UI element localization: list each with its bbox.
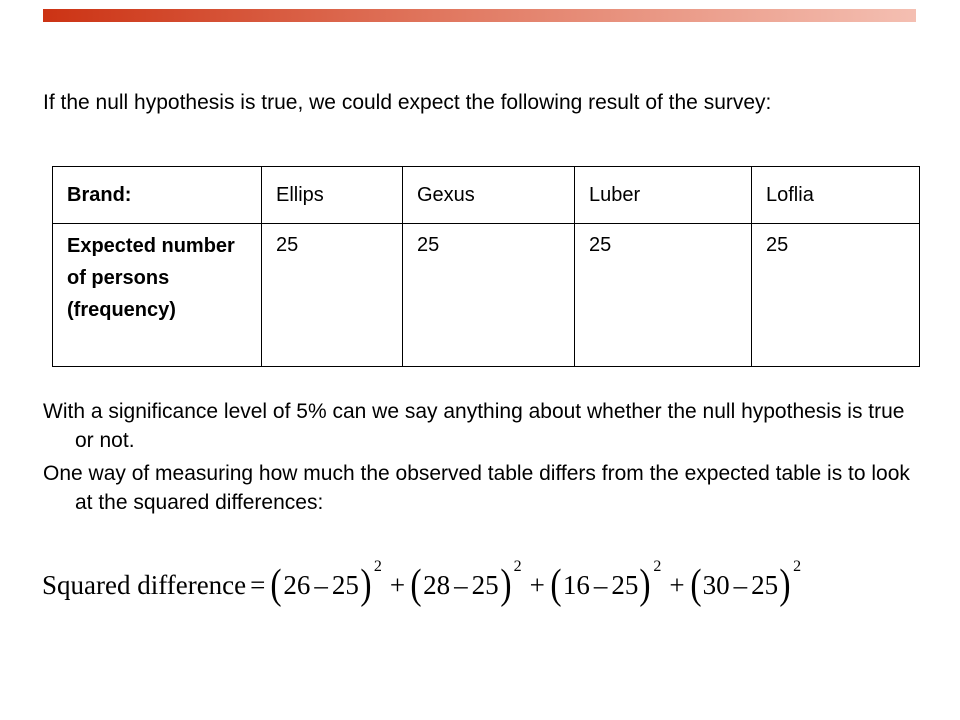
formula-exponent-1: 2 [373, 558, 382, 575]
value-cell-ellips: 25 [262, 224, 403, 367]
row-label-expected: Expected number of persons (frequency) [53, 224, 262, 367]
formula-minus-3: – [593, 569, 608, 600]
formula-term-3-expected: 25 [611, 569, 639, 600]
formula-term-1-observed: 26 [283, 569, 311, 600]
formula-close-paren-2: ) [500, 562, 512, 608]
table-row [53, 224, 920, 367]
formula-term-4-observed: 30 [702, 569, 730, 600]
formula-plus-3: + [669, 569, 685, 600]
formula-open-paren-2: ( [410, 562, 422, 608]
header-cell-brand: Brand: [53, 167, 262, 224]
formula-exponent-3: 2 [653, 558, 662, 575]
formula-minus-1: – [314, 569, 328, 600]
formula-exponent-4: 2 [793, 558, 802, 575]
significance-paragraph: With a significance level of 5% can we say anything about whether the null hypothesis is true or not. [43, 400, 905, 452]
header-cell-gexus: Gexus [403, 167, 575, 224]
value-cell-loflia: 25 [752, 224, 920, 367]
intro-paragraph: If the null hypothesis is true, we could expect the following result of the survey: [43, 91, 772, 114]
squared-difference-formula [42, 560, 805, 610]
value-cell-gexus: 25 [403, 224, 575, 367]
formula-plus-2: + [529, 569, 545, 600]
formula-minus-2: – [454, 569, 468, 600]
measuring-paragraph: One way of measuring how much the observed table differs from the expected table is to look at the squared differences: [43, 462, 910, 514]
formula-equals: = [250, 569, 266, 600]
formula-term-2-expected: 25 [471, 569, 499, 600]
formula-open-paren-4: ( [689, 562, 702, 608]
formula-term-2-observed: 28 [423, 569, 451, 600]
accent-bar [43, 9, 916, 22]
formula-open-paren-1: ( [270, 562, 282, 608]
value-cell-luber: 25 [575, 224, 752, 367]
formula-term-4-expected: 25 [751, 569, 779, 600]
formula-term-3-observed: 16 [562, 569, 590, 600]
formula-open-paren-3: ( [550, 562, 562, 608]
formula-close-paren-4: ) [779, 562, 791, 608]
formula-plus-1: + [389, 569, 406, 600]
formula-term-1-expected: 25 [331, 569, 359, 600]
expected-frequency-table [52, 166, 920, 367]
formula-exponent-2: 2 [513, 558, 522, 575]
header-cell-luber: Luber [575, 167, 752, 224]
table-header-row [53, 167, 920, 224]
header-cell-loflia: Loflia [752, 167, 920, 224]
header-cell-ellips: Ellips [262, 167, 403, 224]
formula-label: Squared difference [42, 569, 247, 600]
formula-close-paren-3: ) [639, 562, 651, 608]
formula-minus-4: – [733, 569, 748, 600]
formula-close-paren-1: ) [360, 562, 372, 608]
